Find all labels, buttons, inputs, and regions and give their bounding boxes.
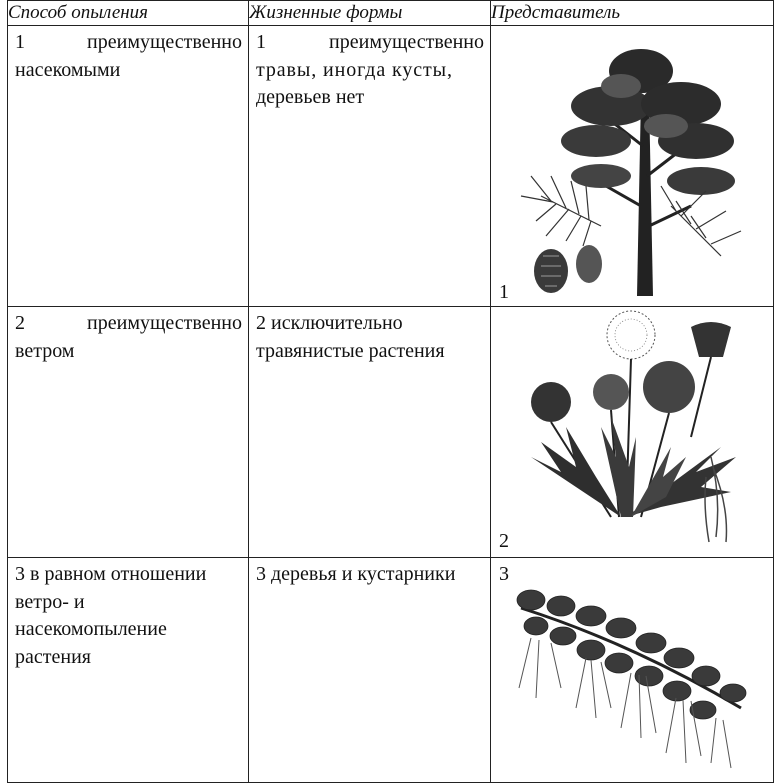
pollination-cell <box>8 307 249 558</box>
pollination-cell <box>8 26 249 307</box>
pine-tree-image <box>491 26 774 306</box>
header-pollination: Способ опыления <box>8 1 249 26</box>
representative-cell <box>491 307 774 558</box>
table-row <box>8 307 774 558</box>
header-life-forms: Жизненные формы <box>249 1 491 26</box>
header-representative: Представитель <box>491 1 774 26</box>
representative-cell <box>491 558 774 783</box>
life-form-word: преимущественно <box>329 31 484 53</box>
pollination-word: преимущественно <box>87 312 242 334</box>
life-form-line-1: 3 деревья и кустарники <box>256 563 456 585</box>
pollination-line-4: растения <box>15 645 91 668</box>
life-form-cell <box>249 558 491 783</box>
pollination-line-1: 3 в равном отношении <box>15 563 207 585</box>
pollination-table <box>7 0 774 783</box>
pollination-line-2: ветро- и <box>15 590 85 613</box>
pollination-rest: насекомыми <box>15 58 121 81</box>
header-row <box>8 1 774 26</box>
image-label: 1 <box>499 281 509 303</box>
representative-cell <box>491 26 774 307</box>
life-form-cell <box>249 26 491 307</box>
pollination-line-3: насекомопылениe <box>15 618 167 640</box>
life-form-cell <box>249 307 491 558</box>
life-form-line-2: травы, иногда кусты, <box>256 58 453 81</box>
pollination-cell <box>8 558 249 783</box>
pollination-number: 2 <box>15 312 25 334</box>
life-form-line-1: 2 исключительно <box>256 312 403 334</box>
aquatic-fern-image <box>491 558 774 782</box>
life-form-number: 1 <box>256 31 266 53</box>
table-row <box>8 558 774 783</box>
image-label: 2 <box>499 530 509 552</box>
pollination-rest: ветром <box>15 339 75 362</box>
life-form-line-3: деревьев нет <box>256 86 365 108</box>
dandelion-image <box>491 307 774 557</box>
image-label: 3 <box>499 563 509 585</box>
table-row <box>8 26 774 307</box>
pollination-word: преимущественно <box>87 31 242 53</box>
life-form-line-2: травянистые растения <box>256 339 445 362</box>
pollination-number: 1 <box>15 31 25 53</box>
